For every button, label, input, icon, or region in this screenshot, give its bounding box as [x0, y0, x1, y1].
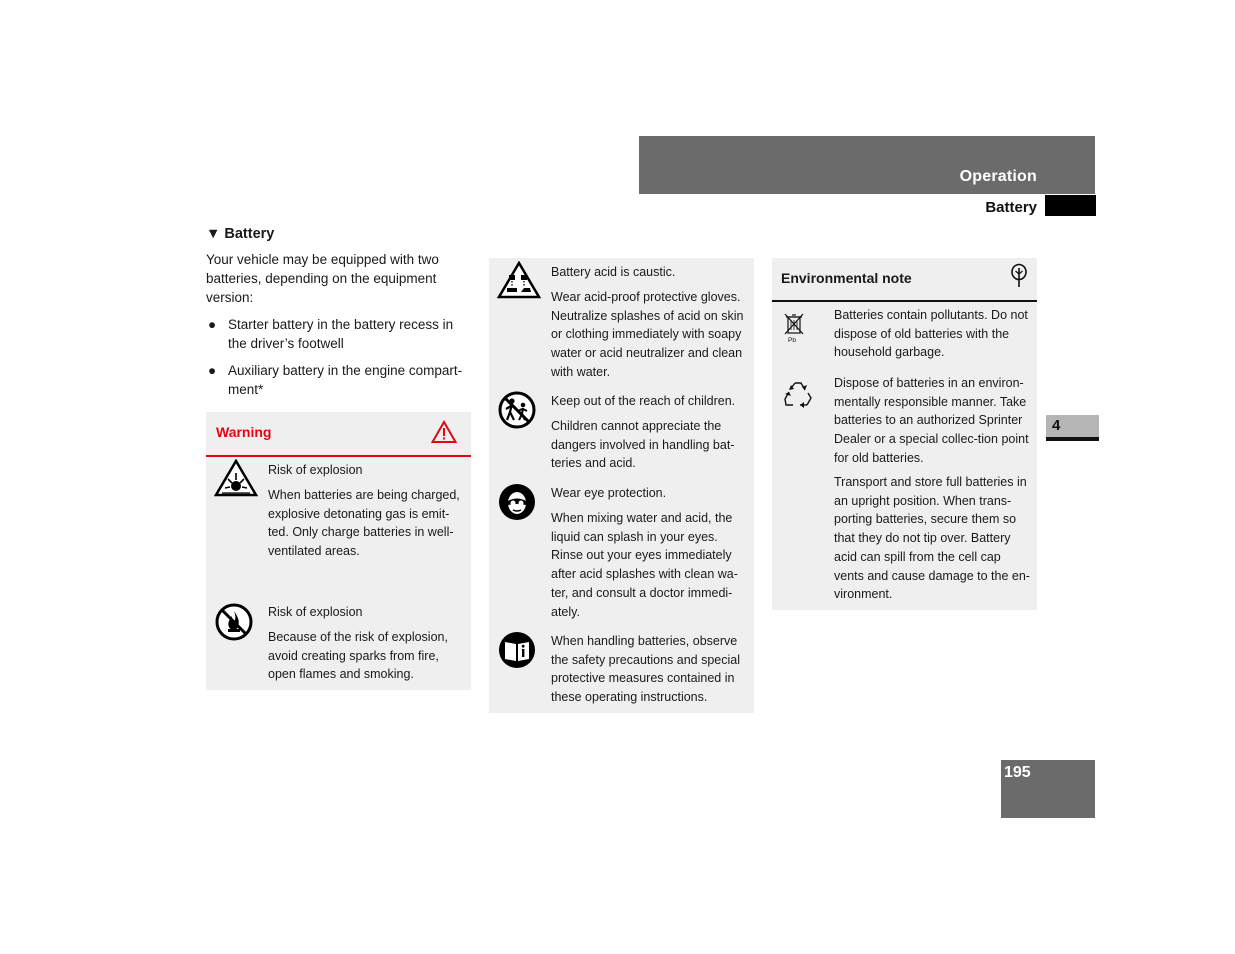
bullet-icon: ● [208, 317, 217, 332]
warning-item-body: When batteries are being charged, explosive detonating gas is emit-ted. Only charge batteries in well-ventilated areas. [268, 488, 460, 559]
bullet-icon: ● [208, 363, 217, 378]
list-item-text: Auxiliary battery in the engine compart-ment* [228, 363, 463, 397]
safety-item-title: Wear eye protection. [551, 486, 667, 500]
warning-item-body: Because of the risk of explosion, avoid creating sparks from fire, open flames and smoking. [268, 630, 448, 682]
page-number: 195 [1004, 764, 1031, 781]
warning-label: Warning [216, 424, 272, 440]
safety-item-title: Battery acid is caustic. [551, 265, 676, 279]
recycle-icon [783, 379, 813, 409]
safety-item-body: When mixing water and acid, the liquid can splash in your eyes. Rinse out your eyes immediately after acid splashes with clean wa-ter, and consult a doctor immedi-ately. [551, 511, 738, 619]
chapter-tab-number: 4 [1052, 417, 1061, 434]
chapter-title: Operation [959, 168, 1037, 185]
environment-item-body: Dispose of batteries in an environ-mentally responsible manner. Take batteries to an authorized Sprinter Dealer or a special collec-tion point for old batteries. [834, 376, 1029, 465]
safety-item-title: Keep out of the reach of children. [551, 394, 736, 408]
environmental-note-label: Environmental note [781, 270, 912, 286]
explosion-hazard-icon [214, 459, 258, 497]
warning-item-title: Risk of explosion [268, 605, 363, 619]
list-item [206, 315, 472, 353]
list-item-text: Starter battery in the battery recess in the driver’s footwell [228, 317, 454, 351]
intro-paragraph: Your vehicle may be equipped with two batteries, depending on the equipment version: [206, 252, 439, 305]
no-fire-icon [214, 602, 254, 642]
section-title: Battery [985, 199, 1037, 216]
safety-item-body: When handling batteries, observe the safety precautions and special protective measures contained in these operating instructions. [551, 634, 741, 705]
eye-protection-icon [497, 482, 537, 522]
pb-label: Pb [788, 337, 796, 344]
environment-item-body: Transport and store full batteries in an upright position. When trans-porting batteries, secure them so that they do not tip over. Battery acid can spill from the cell cap vents and cause damage to the en-vironment. [834, 475, 1030, 602]
keep-children-away-icon [497, 390, 537, 430]
safety-item-body: Children cannot appreciate the dangers involved in handling bat-teries and acid. [551, 419, 735, 471]
caustic-hazard-icon [497, 261, 541, 299]
list-item [206, 361, 472, 399]
environment-item-body: Batteries contain pollutants. Do not dispose of old batteries with the household garbage. [834, 308, 1028, 360]
tree-icon [1010, 263, 1028, 289]
safety-item-body: Wear acid-proof protective gloves. Neutralize splashes of acid on skin or clothing immediately with soapy water or acid neutralizer and clean with water. [551, 290, 744, 379]
read-manual-icon [497, 630, 537, 670]
no-trash-pb-icon [784, 312, 804, 344]
warning-item-title: Risk of explosion [268, 463, 363, 477]
warning-triangle-icon [431, 420, 457, 444]
header-marker [1045, 195, 1096, 216]
section-heading: ▼ Battery [206, 226, 275, 242]
